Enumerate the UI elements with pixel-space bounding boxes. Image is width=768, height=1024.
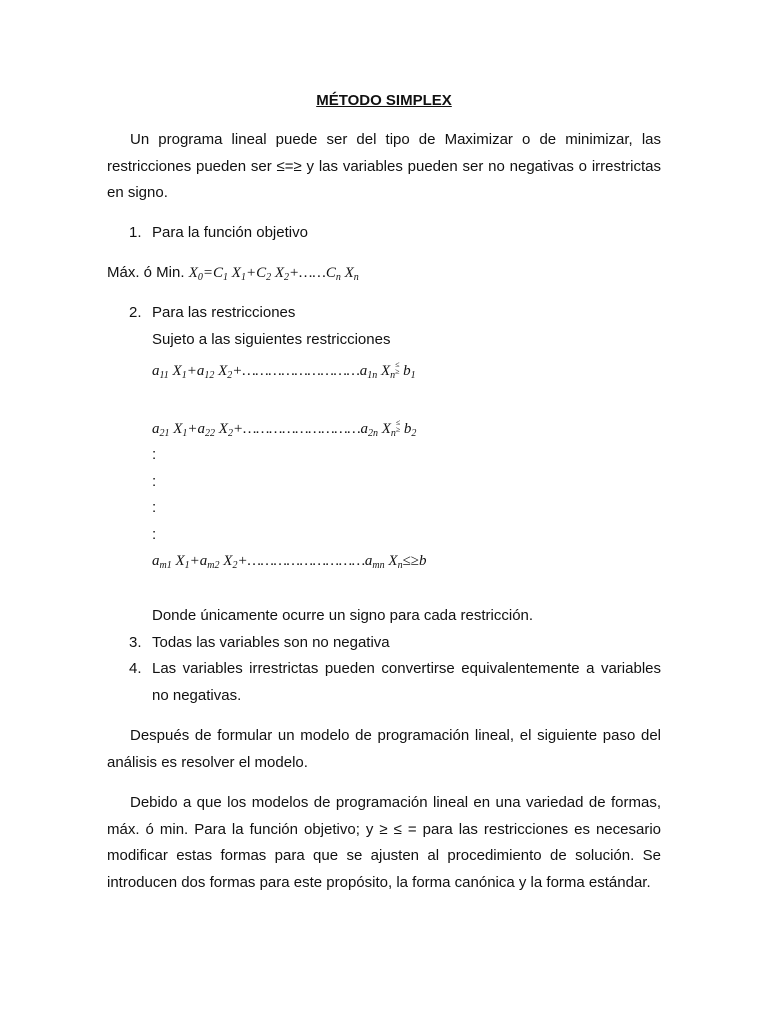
- objective-formula: $X_0=C_1$ $X_1+C_2$ $X_2+\dots\dots C_n$ $X_n$: [188, 265, 359, 283]
- ellipsis-colon-3: :: [152, 499, 157, 516]
- list-item-1: Para la función objetivo: [152, 224, 308, 241]
- intro-paragraph: Un programa lineal puede ser del tipo de Maximizar o de minimizar, las restricciones pueden ser ≤=≥ y las variables pueden ser no negativas o irrestrictas en signo.: [107, 131, 661, 202]
- constraint-row-2: $a_{21}$ $X_1+a_{22}$ $X_2+\dots\dots\dots\dots\dots\dots\dots\dots\dots a_{2n}$ $X_n$ ≤ ≥ $b_2$: [152, 417, 417, 439]
- objective-prefix: Máx. ó Min.: [107, 264, 185, 281]
- list-number-1: 1.: [129, 224, 142, 241]
- list-item-4: Las variables irrestrictas pueden convertirse equivalentemente a variables no negativas.: [152, 660, 661, 704]
- paragraph-3: Debido a que los modelos de programación lineal en una variedad de formas, máx. ó min. Para la función objetivo; y ≥ ≤ = para las restricciones es necesario modificar estas formas para que se ajusten al procedimiento de solución. Se introducen dos formas para este propósito, la forma canónica y la forma estándar.: [107, 794, 661, 892]
- constraint-row-m: $a_{m1}$ $X_1+a_{m2}$ $X_2+\dots\dots\dots\dots\dots\dots\dots\dots\dots a_{mn}$ $X_n\le\ge b$: [152, 553, 427, 571]
- list-number-4: 4.: [129, 660, 142, 677]
- list-item-2: Para las restricciones: [152, 304, 296, 321]
- list-item-2-subtext: Sujeto a las siguientes restricciones: [152, 331, 391, 348]
- page-title: MÉTODO SIMPLEX: [316, 92, 452, 109]
- list-number-3: 3.: [129, 634, 142, 651]
- objective-function: [107, 260, 359, 287]
- ellipsis-colon-4: :: [152, 526, 157, 543]
- constraint-row-1: $a_{11}$ $X_1+a_{12}$ $X_2+\dots\dots\dots\dots\dots\dots\dots\dots\dots a_{1n}$ $X_n$ ≤ ≥ $b_1$: [152, 359, 416, 381]
- list-item-3: Todas las variables son no negativa: [152, 634, 390, 651]
- ellipsis-colon-1: :: [152, 446, 157, 463]
- paragraph-2: Después de formular un modelo de programación lineal, el siguiente paso del análisis es resolver el modelo.: [107, 727, 661, 771]
- ellipsis-colon-2: :: [152, 473, 157, 490]
- constraint-note: Donde únicamente ocurre un signo para cada restricción.: [152, 607, 534, 624]
- list-number-2: 2.: [129, 304, 142, 321]
